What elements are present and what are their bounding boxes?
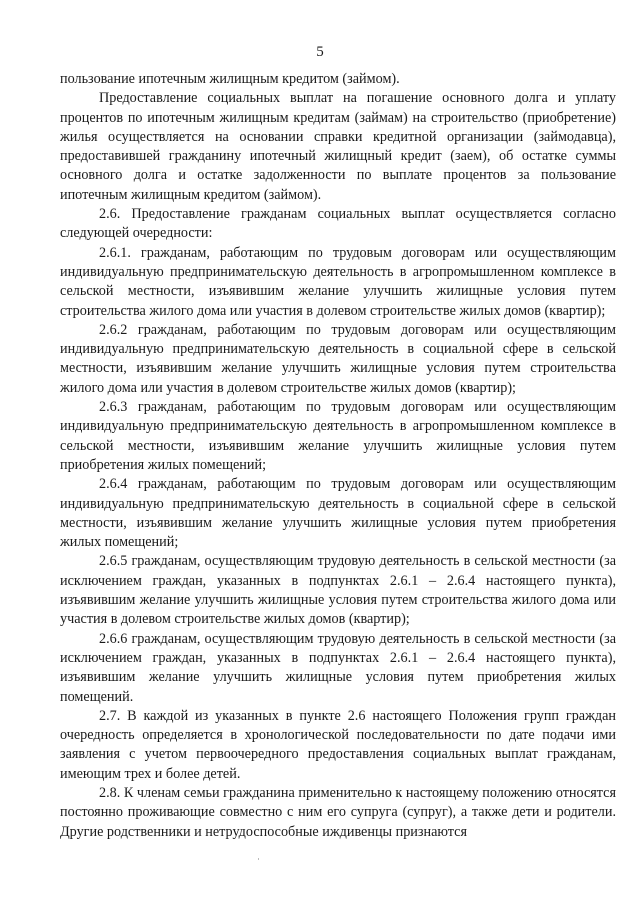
paragraph-2-6-5: 2.6.5 гражданам, осуществляющим трудовую деятельность в сельской местности (за исключением граждан, указанных в подпунктах 2.6.1 – 2.6.4 настоящего пункта), изъявившим желание улучшить жилищные условия путем строительства жилого дома или участия в долевом строительстве жилых домов (квартир); xyxy=(60,553,616,628)
page-number: 5 xyxy=(316,44,324,60)
paragraph-social-payments-basis: Предоставление социальных выплат на погашение основного долга и уплату процентов по ипотечным жилищным кредитам (займам) на строительство (приобретение) жилья осуществляется на основании справки кредитной организации (займодавца), предоставившей гражданину ипотечный жилищный кредит (заем), об остатке суммы основного долга и остатке задолженности по выплате процентов за пользование ипотечным жилищным кредитом (займом). xyxy=(60,90,616,203)
paragraph-continuation: пользование ипотечным жилищным кредитом (займом). xyxy=(60,71,400,87)
scan-speck xyxy=(258,858,259,860)
page-body xyxy=(60,70,616,842)
paragraph-2-6-3: 2.6.3 гражданам, работающим по трудовым договорам или осуществляющим индивидуальную предпринимательскую деятельность в агропромышленном комплексе в сельской местности, изъявившим желание улучшить жилищные условия путем приобретения жилых помещений; xyxy=(60,399,616,473)
paragraph-2-8: 2.8. К членам семьи гражданина применительно к настоящему положению относятся постоянно проживающие совместно с ним его супруга (супруг), а также дети и родители. Другие родственники и нетрудоспособные иждивенцы признаются xyxy=(60,784,616,840)
paragraph-2-6-6: 2.6.6 гражданам, осуществляющим трудовую деятельность в сельской местности (за исключением граждан, указанных в подпунктах 2.6.1 – 2.6.4 настоящего пункта), изъявившим желание улучшить жилищные условия путем приобретения жилых помещений. xyxy=(60,630,616,705)
paragraph-2-6-2: 2.6.2 гражданам, работающим по трудовым договорам или осуществляющим индивидуальную предпринимательскую деятельность в социальной сфере в сельской местности, изъявившим желание улучшить жилищные условия путем строительства жилого дома или участия в долевом строительстве жилых домов (квартир); xyxy=(60,321,616,396)
paragraph-2-6-4: 2.6.4 гражданам, работающим по трудовым договорам или осуществляющим индивидуальную предпринимательскую деятельность в социальной сфере в сельской местности, изъявившим желание улучшить жилищные условия путем приобретения жилых помещений; xyxy=(60,476,616,551)
paragraph-2-6-1: 2.6.1. гражданам, работающим по трудовым договорам или осуществляющим индивидуальную предпринимательскую деятельность в агропромышленном комплексе в сельской местности, изъявившим желание улучшить жилищные условия путем строительства жилого дома или участия в долевом строительстве жилых домов (квартир); xyxy=(60,244,616,319)
paragraph-2-6: 2.6. Предоставление гражданам социальных выплат осуществляется согласно следующей очередности: xyxy=(60,206,616,242)
paragraph-2-7: 2.7. В каждой из указанных в пункте 2.6 настоящего Положения групп граждан очередность определяется в хронологической последовательности по дате подачи ими заявления с учетом первоочередного предоставления социальных выплат гражданам, имеющим трех и более детей. xyxy=(60,707,616,782)
